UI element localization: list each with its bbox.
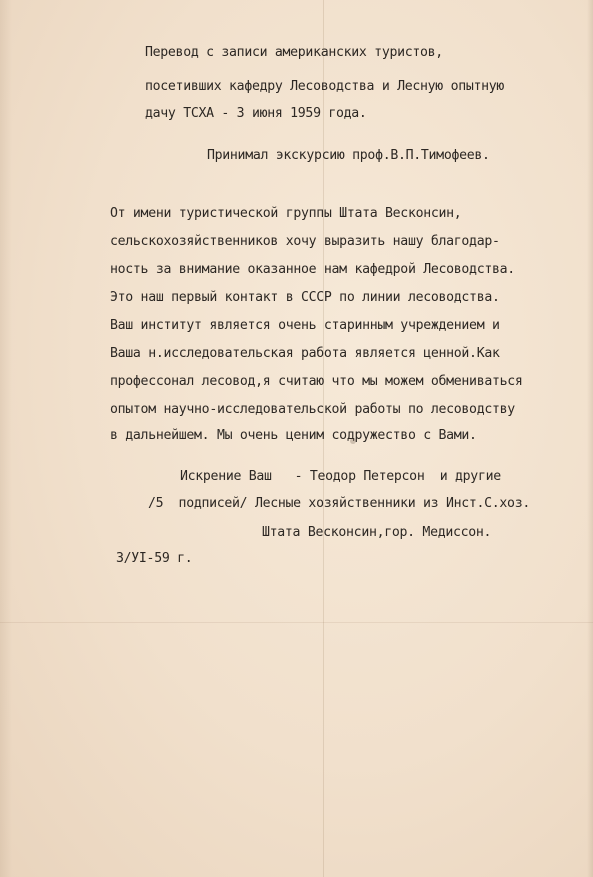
- signature-line-2: /5 подписей/ Лесные хозяйственники из Инст.С.хоз.: [148, 496, 530, 511]
- body-line-6: Ваша н.исследовательская работа является ценной.Как: [110, 346, 500, 361]
- body-line-1: От имени туристической группы Штата Весконсин,: [110, 206, 462, 221]
- body-line-2: сельскохозяйственников хочу выразить нашу благодар-: [110, 234, 500, 249]
- body-line-5: Ваш институт является очень старинным учреждением и: [110, 318, 500, 333]
- signature-line-3: Штата Весконсин,гор. Медиссон.: [262, 525, 492, 540]
- heading-line-2: посетивших кафедру Лесоводства и Лесную опытную: [145, 79, 505, 94]
- heading-line-1: Перевод с записи американских туристов,: [145, 45, 443, 60]
- body-line-8: опытом научно-исследовательской работы по лесоводству: [110, 402, 515, 417]
- paper-edge-shadow: [587, 0, 593, 877]
- guide-note: Принимал экскурсию проф.В.П.Тимофеев.: [207, 148, 490, 163]
- document-date: 3/УI-59 г.: [116, 551, 193, 566]
- body-line-7: профессонал лесовод,я считаю что мы можем обмениваться: [110, 374, 523, 389]
- heading-line-3: дачу ТСХА - 3 июня 1959 года.: [145, 106, 367, 121]
- body-line-3: ность за внимание оказанное нам кафедрой Лесоводства.: [110, 262, 515, 277]
- ink-spot: [350, 438, 356, 444]
- paper-fold-horizontal: [0, 622, 593, 623]
- body-line-4: Это наш первый контакт в СССР по линии лесоводства.: [110, 290, 500, 305]
- signature-line-1: Искрение Ваш - Теодор Петерсон и другие: [180, 469, 501, 484]
- body-line-9: в дальнейшем. Мы очень ценим содружество с Вами.: [110, 428, 477, 443]
